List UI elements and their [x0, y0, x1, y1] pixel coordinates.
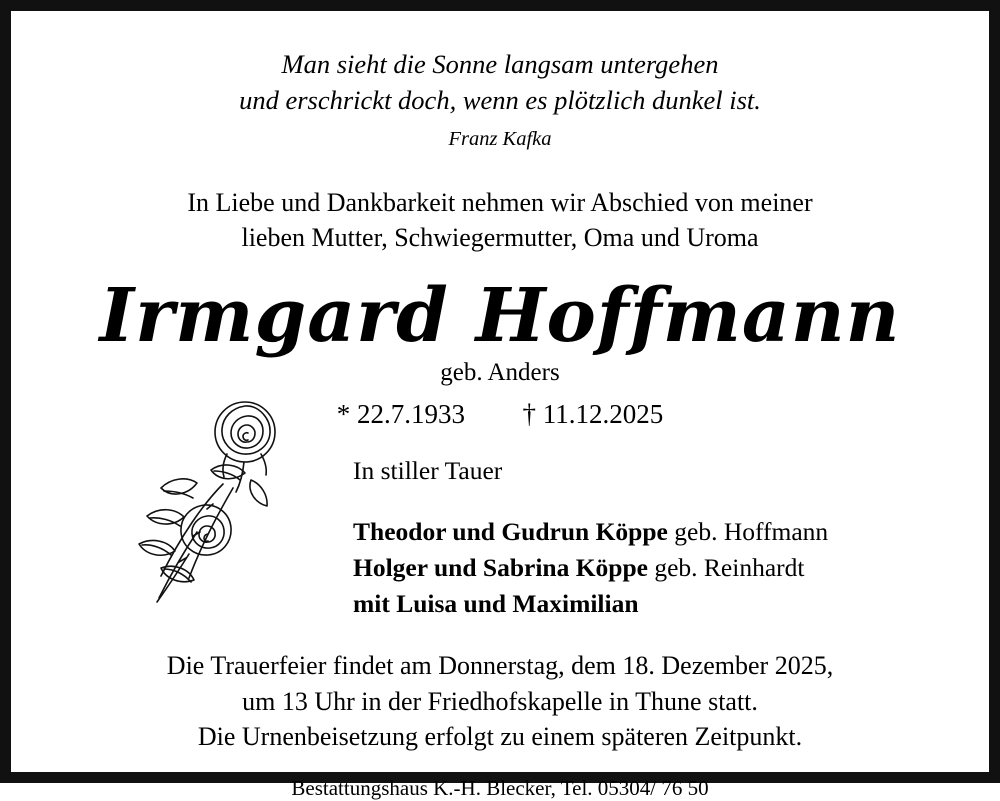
family-name-normal: geb. Reinhardt — [647, 552, 805, 582]
mourning-title: In stiller Tauer — [353, 456, 503, 486]
ceremony-line-1: Die Trauerfeier findet am Donnerstag, dem 18. Dezember 2025, — [166, 651, 834, 681]
birth-date: 22.7.1933 — [357, 399, 465, 430]
mourning-block — [41, 454, 959, 622]
family-line — [353, 586, 959, 622]
death-symbol: † — [522, 399, 536, 430]
quote-line-2: und erschrickt doch, wenn es plötzlich dunkel ist. — [239, 84, 761, 115]
family-line — [353, 550, 959, 586]
quote-author: Franz Kafka — [448, 128, 552, 150]
death-date: 11.12.2025 — [542, 399, 664, 430]
intro-line-2: lieben Mutter, Schwiegermutter, Oma und Uroma — [241, 223, 759, 253]
family-name-bold: Holger und Sabrina Köppe — [353, 552, 648, 582]
quote-line-1: Man sieht die Sonne langsam untergehen — [281, 49, 719, 79]
funeral-home-info: Bestattungshaus K.-H. Blecker, Tel. 05304/ 76 50 — [291, 776, 709, 801]
ceremony-line-3: Die Urnenbeisetzung erfolgt zu einem späteren Zeitpunkt. — [197, 721, 803, 751]
family-list — [353, 514, 959, 623]
ceremony-line-2: um 13 Uhr in der Friedhofskapelle in Thune statt. — [242, 686, 758, 716]
family-name-bold: Theodor und Gudrun Köppe — [353, 516, 668, 546]
family-name-bold: mit Luisa und Maximilian — [353, 588, 639, 618]
family-name-normal: geb. Hoffmann — [667, 516, 829, 546]
birth-symbol: * — [336, 399, 351, 430]
maiden-name: geb. Anders — [440, 359, 560, 387]
ceremony-details — [41, 648, 959, 754]
deceased-name: Irmgard Hoffmann — [99, 272, 901, 359]
family-line — [353, 514, 959, 550]
intro-text — [41, 185, 959, 256]
intro-line-1: In Liebe und Dankbarkeit nehmen wir Abschied von meiner — [187, 188, 813, 217]
roses-icon — [101, 384, 311, 624]
quote-text — [41, 47, 959, 118]
